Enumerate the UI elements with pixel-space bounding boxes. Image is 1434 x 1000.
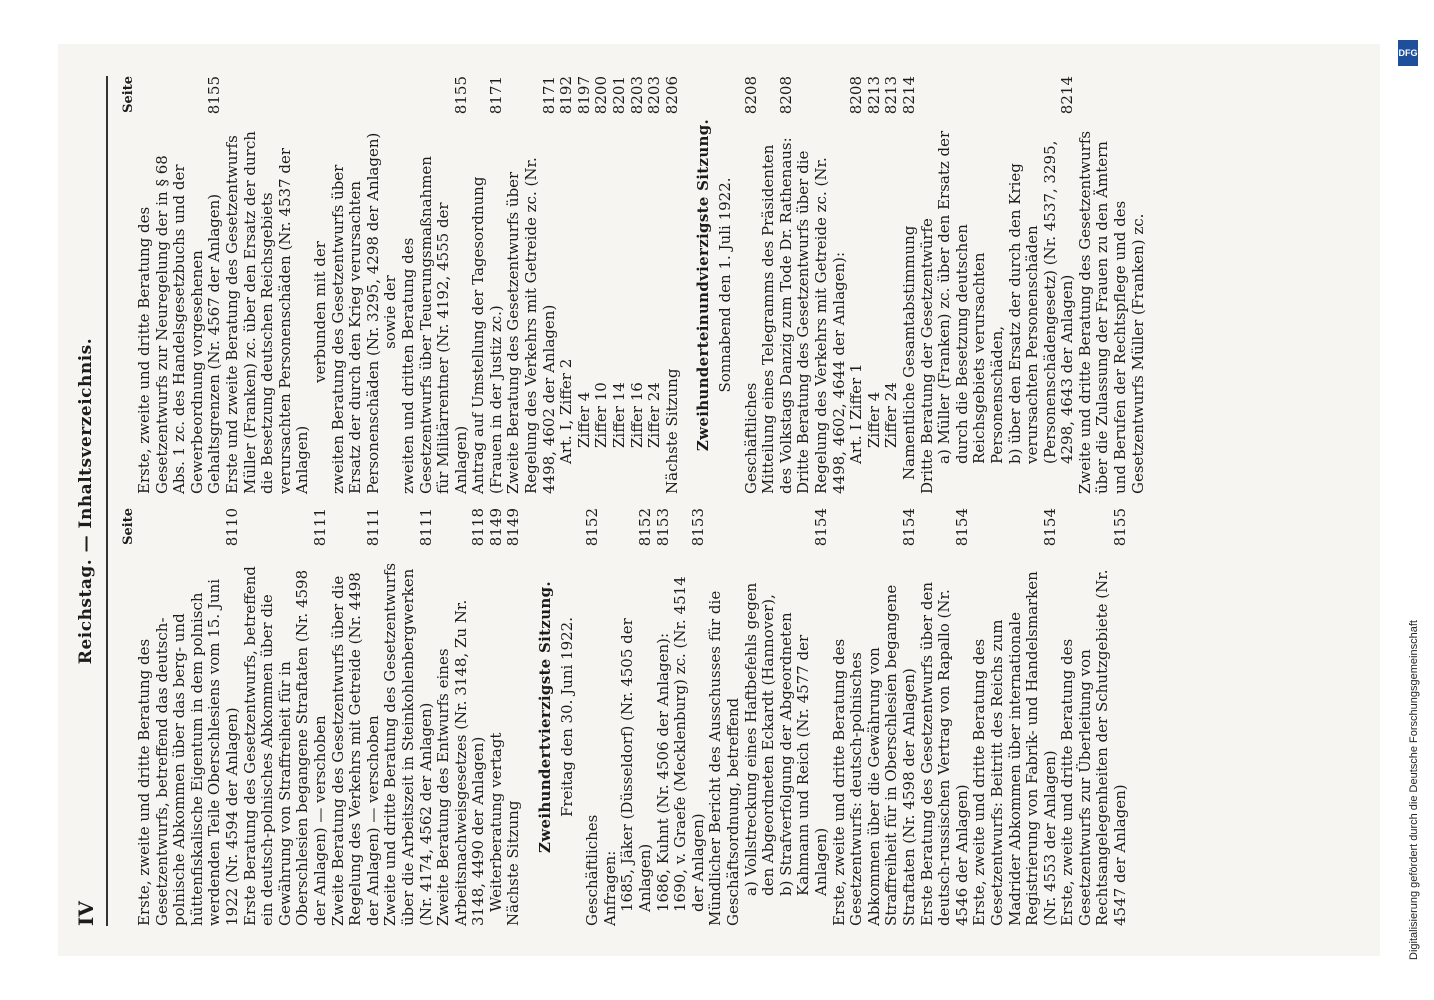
- toc-entry: Mitteilung eines Telegramms des Präsidenten des Volkstags Danzig zum Tode Dr. Rathenaus: 8208: [759, 76, 795, 494]
- toc-entry: Erste und zweite Beratung des Gesetzentwurfs Müller (Franken) zc. über den Ersatz der durch die Besetzung deutschen Reichsgebiets verursachten Personenschäden (Nr. 4537 der Anlagen): [222, 131, 312, 494]
- toc-entry: Art. I, Ziffer 2 8192: [557, 76, 576, 464]
- session-date: Sonnabend den 1. Juli 1922.: [716, 177, 734, 393]
- toc-entry: Antrag auf Umstellung der Tagesordnung (Frauen in der Justiz zc.) 8171: [469, 76, 505, 494]
- toc-entry: Anfragen:: [600, 850, 619, 926]
- toc-entry: Zweite und dritte Beratung des Gesetzentwurfs über die Zulassung der Frauen zu den Ämtern und Berufen der Rechtspflege und des Gesetzentwurfs Müller (Franken) zc.: [1075, 130, 1147, 494]
- toc-entry: Erste Beratung des Gesetzentwurfs über den deutsch-russischen Vertrag von Rapallo (Nr. 4546 der Anlagen) 8154: [917, 508, 971, 926]
- page-header: [68, 76, 108, 926]
- toc-entry: Nächste Sitzung 8149: [504, 508, 523, 926]
- toc-entry: zweiten Beratung des Gesetzentwurfs über Ersatz der durch den Krieg verursachten Personenschäden (Nr. 3295, 4298 der Anlagen): [328, 132, 382, 494]
- toc-entry: zweiten und dritten Beratung des Gesetzentwurfs über Teuerungsmaßnahmen für Militärrentner (Nr. 4192, 4555 der Anlagen) 8155: [398, 76, 470, 494]
- toc-entry: 1686, Kuhnt (Nr. 4506 der Anlagen): 8153: [653, 508, 672, 912]
- toc-entry: Zweite und dritte Beratung des Gesetzentwurfs über die Arbeitszeit in Steinkohlenbergwerken (Nr. 4174, 4562 der Anlagen) 8111: [381, 508, 435, 926]
- digitization-credit: Digitalisierung gefördert durch die Deutsche Forschungsgemeinschaft: [1408, 620, 1420, 960]
- toc-entry: Ziffer 4 8197: [574, 76, 593, 448]
- toc-entry: Ziffer 4 8213: [864, 76, 883, 448]
- toc-connector: sowie der: [381, 275, 400, 349]
- session-date: Freitag den 30. Juni 1922.: [557, 617, 576, 817]
- left-column: [120, 508, 1350, 926]
- page-column-label: Seite: [121, 76, 136, 113]
- toc-entry: Zweite Beratung des Gesetzentwurfs über die Regelung des Verkehrs mit Getreide (Nr. 4498 der Anlagen) — verschoben 8111: [328, 508, 382, 926]
- toc-entry: Erste, zweite und dritte Beratung des Gesetzentwurfs, betreffend das deutsch-polnische Abkommen über das berg- und hüttenfiskalische Eigentum in dem polnisch werdenden Teile Oberschlesiens vom 15. Juni 1922 (Nr. 4594 der Anlagen) 8110: [135, 508, 241, 926]
- toc-entry: Geschäftliches 8208: [741, 76, 760, 494]
- toc-entry: a) Müller (Franken) zc. über den Ersatz der durch die Besetzung deutschen Reichsgebiets verursachten Personenschäden,: [935, 130, 1006, 464]
- toc-entry: b) über den Ersatz der durch den Krieg verursachten Personenschäden (Personenschädengesetz) (Nr. 4537, 3295, 4298, 4643 der Anlagen) 8214: [1005, 76, 1077, 464]
- page-column-label: Seite: [121, 508, 136, 545]
- toc-entry: Geschäftliches 8152: [583, 508, 602, 926]
- toc-entry: Nächste Sitzung 8206: [662, 76, 681, 494]
- toc-entry: Erste, zweite und dritte Beratung des Gesetzentwurfs zur Neuregelung der in § 68 Abs. 1 zc. des Handelsgesetzbuchs und der Gewerbeordnung vorgesehenen Gehaltsgrenzen (Nr. 4567 der Anlagen) 8155: [135, 76, 224, 494]
- toc-entry: Weiterberatung vertagt 8149: [486, 508, 505, 912]
- toc-entry: Dritte Beratung des Gesetzentwurfs über die Regelung des Verkehrs mit Getreide zc. (Nr. 4498, 4602, 4644 der Anlagen):: [794, 150, 848, 494]
- toc-entry: Ziffer 16 8203: [627, 76, 646, 448]
- toc-entry: Mündlicher Bericht des Ausschusses für die Geschäftsordnung, betreffend: [706, 590, 742, 926]
- toc-entry: Art. I Ziffer 1 8208: [847, 76, 866, 464]
- toc-entry: Namentliche Gesamtabstimmung 8214: [899, 76, 918, 480]
- toc-entry: Ziffer 24 8203: [645, 76, 664, 448]
- toc-entry: a) Vollstreckung eines Haftbefehls gegen den Abgeordneten Eckardt (Hannover),: [741, 582, 778, 896]
- toc-entry: Zweite Beratung des Entwurfs eines Arbeitsnachweisgesetzes (Nr. 3148, Zu Nr. 3148, 4490 der Anlagen) 8118: [434, 508, 488, 926]
- right-column: [120, 76, 1350, 494]
- toc-entry: 1690, v. Graefe (Mecklenburg) zc. (Nr. 4514 der Anlagen) 8153: [671, 508, 707, 912]
- toc-entry: Ziffer 24 8213: [882, 76, 901, 448]
- toc-entry: Erste, zweite und dritte Beratung des Gesetzentwurfs: deutsch-polnisches Abkommen über die Gewährung von Straffreiheit für in Oberschlesien begangene Straftaten (Nr. 4598 der Anlagen) 8154: [829, 508, 918, 926]
- toc-entry: Zweite Beratung des Gesetzentwurfs über Regelung des Verkehrs mit Getreide zc. (Nr. 4498, 4602 der Anlagen) 8171: [504, 76, 558, 494]
- toc-entry: Ziffer 10 8200: [592, 76, 611, 448]
- toc-entry: 1685, Jäker (Düsseldorf) (Nr. 4505 der Anlagen) 8152: [618, 508, 655, 912]
- toc-entry: Dritte Beratung der Gesetzentwürfe: [917, 218, 936, 494]
- toc-entry: Ziffer 14 8201: [610, 76, 629, 448]
- page-title: Reichstag. — Inhaltsverzeichnis.: [76, 337, 96, 665]
- session-heading: Zweihundertvierzigste Sitzung.: [536, 581, 555, 853]
- toc-entry: Erste, zweite und dritte Beratung des Gesetzentwurfs zur Überleitung von Rechtsangelegenheiten der Schutzgebiete (Nr. 4547 der Anlagen) 8155: [1058, 508, 1130, 926]
- toc-entry: b) Strafverfolgung der Abgeordneten Kahmann und Reich (Nr. 4577 der Anlagen) 8154: [776, 508, 830, 896]
- toc-connector: verbunden mit der: [310, 241, 329, 383]
- page-number: IV: [74, 901, 98, 926]
- scanned-page: [58, 44, 1380, 956]
- session-heading: Zweihunderteinundvierzigste Sitzung.: [694, 118, 713, 452]
- dfg-logo: DFG: [1398, 40, 1418, 66]
- header-rule: [106, 76, 108, 926]
- toc-entry: Erste Beratung des Gesetzentwurfs, betreffend ein deutsch-polnisches Abkommen über die Gewährung von Straffreiheit für in Oberschlesien begangene Straftaten (Nr. 4598 der Anlagen) — verschoben 8111: [240, 508, 329, 926]
- digitization-note: [1386, 40, 1426, 960]
- rotated-content: [58, 44, 1380, 956]
- toc-entry: Erste, zweite und dritte Beratung des Gesetzentwurfs: Beitritt des Reichs zum Madrider Abkommen über internationale Registrierung von Fabrik- und Handelsmarken (Nr. 4553 der Anlagen) 8154: [970, 508, 1059, 926]
